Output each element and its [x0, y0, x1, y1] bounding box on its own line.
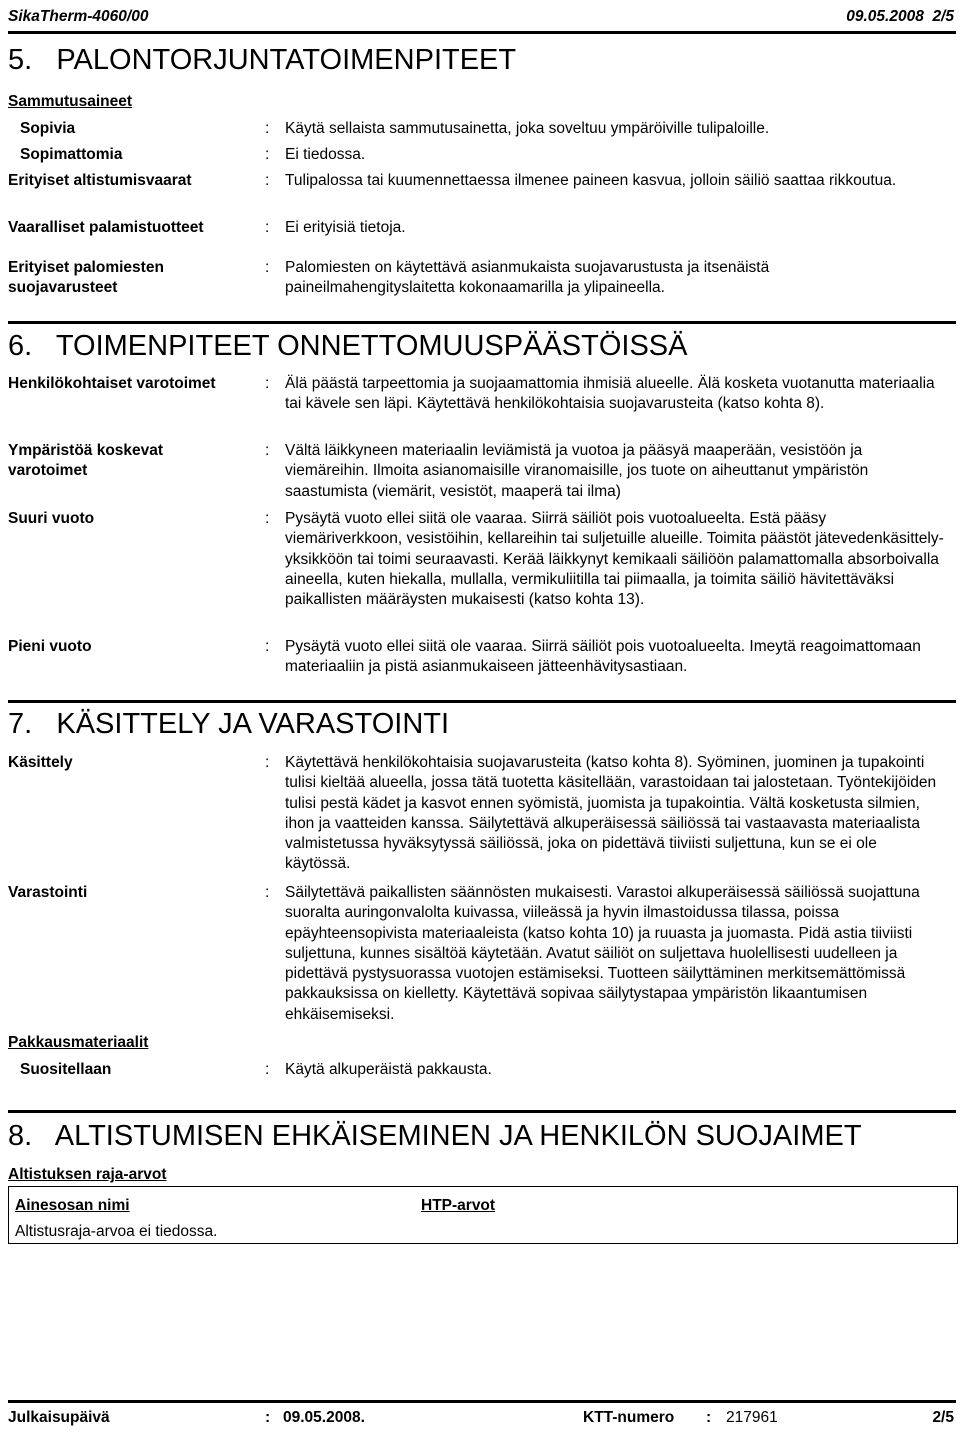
environmental-precautions-value: Vältä läikkyneen materiaalin leviämistä ja vuotoa ja pääsyä maaperään, vesistöön ja viemäreihin. Ilmoita asianomaisille viranomaisille, jos tuote on aiheuttanut ympäristön saastumista (viemärit, vesistöt, maaperä tai ilma)	[285, 442, 869, 500]
section-6-title: 6. TOIMENPITEET ONNETTOMUUSPÄÄSTÖISSÄ	[8, 330, 688, 362]
section-5-title: 5. PALONTORJUNTATOIMENPITEET	[8, 44, 517, 76]
exposure-hazards-value: Tulipalossa tai kuumennettaessa ilmenee paineen kasvua, jolloin säiliö saattaa rikkoutua.	[285, 172, 897, 189]
firefighter-equipment-value: Palomiesten on käytettävä asianmukaista suojavarustusta ja itsenäistä paineilmahengityslaitetta kokonaamarilla ja ylipaineella.	[285, 259, 770, 297]
extinguishing-media-heading: Sammutusaineet	[8, 93, 133, 110]
personal-precautions-label: Henkilökohtaiset varotoimet	[8, 375, 216, 392]
table-row: Altistusraja-arvoa ei tiedossa.	[15, 1223, 218, 1240]
personal-precautions-value: Älä päästä tarpeettomia ja suojaamattomia ihmisiä alueelle. Älä kosketa vuotanutta materiaalia tai kävele sen läpi. Käytettävä henkilökohtaisia suojavarusteita (katso kohta 8).	[285, 375, 935, 413]
colon: :	[265, 754, 270, 771]
exposure-limits-heading: Altistuksen raja-arvot	[8, 1166, 167, 1183]
issue-date-value: 09.05.2008.	[283, 1409, 365, 1426]
suitable-label: Sopivia	[20, 120, 76, 137]
colon: :	[265, 375, 270, 392]
unsuitable-value: Ei tiedossa.	[285, 146, 366, 163]
header-rule	[8, 31, 956, 34]
firefighter-equipment-label: Erityiset palomiesten suojavarusteet	[8, 259, 164, 296]
footer-page-number: 2/5	[932, 1409, 954, 1426]
colon: :	[265, 219, 270, 236]
combustion-products-label: Vaaralliset palamistuotteet	[8, 219, 204, 236]
colon: :	[706, 1409, 712, 1426]
storage-label: Varastointi	[8, 884, 88, 901]
colon: :	[265, 510, 270, 527]
section-7-title: 7. KÄSITTELY JA VARASTOINTI	[8, 708, 450, 740]
colon: :	[265, 884, 270, 901]
combustion-products-value: Ei erityisiä tietoja.	[285, 219, 406, 236]
suitable-value: Käytä sellaista sammutusainetta, joka soveltuu ympäröiville tulipaloille.	[285, 120, 770, 137]
environmental-precautions-label: Ympäristöä koskevat varotoimet	[8, 442, 164, 479]
large-spill-label: Suuri vuoto	[8, 510, 95, 527]
table-header-htp: HTP-arvot	[421, 1197, 496, 1214]
storage-value: Säilytettävä paikallisten säännösten mukaisesti. Varastoi alkuperäisessä säiliössä suojattuna suoralta auringonvalolta kuivassa, viileässä ja hyvin ilmastoidussa tilassa, poissa epäyhteensopivista materiaaleista (katso kohta 10) ja ruuasta ja juomasta. Pidä astia tiiviisti suljettuna, kunnes sisältöä käytetään. Avatut säiliöt on suljettava huolellisesti uudelleen ja pidettävä pystysuorassa vuotojen estämiseksi. Tuotteen säilyttäminen merkitsemättömissä pakkauksissa on kielletty. Käytettävä sopivaa säilytystapaa ympäristön likaantumisen ehkäisemiseksi.	[285, 884, 920, 1023]
packaging-heading: Pakkausmateriaalit	[8, 1034, 149, 1051]
handling-value: Käytettävä henkilökohtaisia suojavarusteita (katso kohta 8). Syöminen, juominen ja tupakointi tulisi kieltää alueella, jossa tätä tuotetta käsitellään, varastoidaan tai jalostetaan. Työntekijöiden tulisi pestä kädet ja kasvot ennen syömistä, juomista ja tupakointia. Vältä kosketusta silmien, ihon ja vaatteiden kanssa. Säilytettävä alkuperäisessä säiliössä tai vastaavasta materiaalista valmistetussa hyväksytyssä säiliössä, joka on pidettävä tiiviisti suljettuna, kun se ei ole käytössä.	[285, 754, 937, 873]
small-spill-label: Pieni vuoto	[8, 638, 92, 655]
colon: :	[265, 259, 270, 276]
section-5-rule	[8, 321, 956, 324]
unsuitable-label: Sopimattomia	[20, 146, 123, 163]
handling-label: Käsittely	[8, 754, 73, 771]
footer-rule	[8, 1400, 956, 1403]
product-name: SikaTherm-4060/00	[8, 8, 149, 25]
issue-date-label: Julkaisupäivä	[8, 1409, 110, 1426]
colon: :	[265, 1061, 270, 1078]
sds-number-value: 217961	[726, 1409, 778, 1426]
colon: :	[265, 120, 270, 137]
section-6-rule	[8, 700, 956, 703]
small-spill-value: Pysäytä vuoto ellei siitä ole vaaraa. Siirrä säiliöt pois vuotoalueelta. Imeytä reagoimattomaan materiaaliin ja pistä asianmukaiseen jätteenhävitysastiaan.	[285, 638, 921, 676]
section-8-title: 8. ALTISTUMISEN EHKÄISEMINEN JA HENKILÖN SUOJAIMET	[8, 1120, 862, 1152]
table-header-component: Ainesosan nimi	[15, 1197, 130, 1214]
colon: :	[265, 172, 270, 189]
colon: :	[265, 146, 270, 163]
colon: :	[265, 442, 270, 459]
colon: :	[265, 638, 270, 655]
exposure-hazards-label: Erityiset altistumisvaarat	[8, 172, 192, 189]
sds-number-label: KTT-numero	[583, 1409, 675, 1426]
header-date-page: 09.05.2008 2/5	[846, 8, 954, 25]
section-7-rule	[8, 1110, 956, 1113]
large-spill-value: Pysäytä vuoto ellei siitä ole vaaraa. Siirrä säiliöt pois vuotoalueelta. Estä pääsy viemäriverkkoon, vesistöihin, kellareihin tai suljetuille alueille. Toimita päästöt jätevedenkäsittely-yksikköön tai toimi seuraavasti. Kerää läikkynyt kemikaali säiliöön palamattomalla absorboivalla aineella, kuten hiekalla, mullalla, vermikuliitilla tai piimaalla, ja toimita säiliö hävitettäväksi paikallisten määräysten mukaisesti (katso kohta 13).	[285, 510, 944, 609]
colon: :	[265, 1409, 271, 1426]
exposure-limits-table	[8, 1186, 958, 1244]
recommended-label: Suositellaan	[20, 1061, 112, 1078]
recommended-value: Käytä alkuperäistä pakkausta.	[285, 1061, 492, 1078]
